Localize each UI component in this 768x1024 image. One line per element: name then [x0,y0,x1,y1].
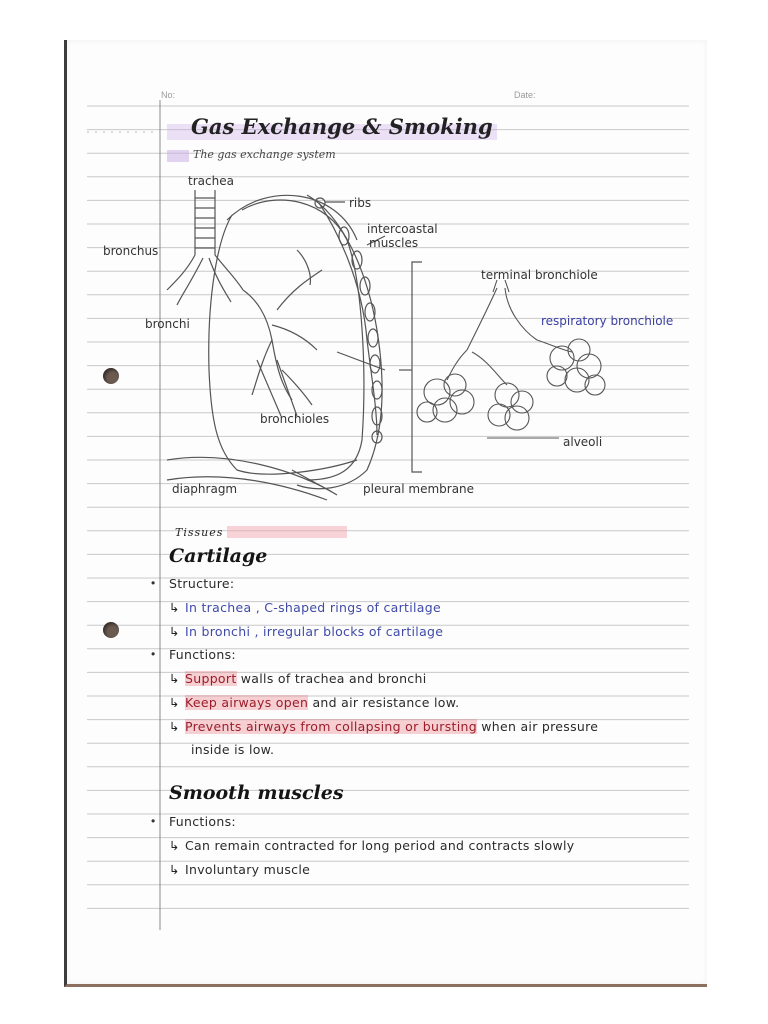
label-pleural-membrane: pleural membrane [363,482,475,496]
arrow-icon: ↳ [169,838,180,853]
arrow-icon: ↳ [169,671,180,686]
page-subtitle: The gas exchange system [193,148,336,161]
label-terminal-bronchiole: terminal bronchiole [481,268,598,282]
binder-hole [103,368,119,384]
cartilage-functions-label: Functions: [169,647,236,662]
arrow-icon: ↳ [169,600,180,615]
label-respiratory-bronchiole: respiratory bronchiole [541,314,674,328]
no-label: No: [161,90,176,100]
alveoli-diagram [417,280,605,438]
notebook-page [64,40,707,987]
heading-smooth-muscles: Smooth muscles [169,782,344,804]
cartilage-function-item: ↳ Keep airways open and air resistance low. [169,695,460,710]
label-bronchioles: bronchioles [260,412,330,426]
cartilage-structure-item: ↳ In trachea , C-shaped rings of cartilage [169,600,441,615]
smooth-muscle-function-item: ↳ Involuntary muscle [169,862,311,877]
cartilage-function-item: ↳ Prevents airways from collapsing or bursting when air pressure [169,719,599,734]
cartilage-structure-item: ↳ In bronchi , irregular blocks of cartilage [169,624,444,639]
bullet: • [151,647,156,661]
date-label: Date: [514,90,536,100]
smooth-muscles-functions-label: Functions: [169,814,236,829]
tissues-label: Tissues [175,526,224,539]
cartilage-structure-label: Structure: [169,576,235,591]
label-ribs: ribs [349,196,372,210]
label-diaphragm: diaphragm [172,482,238,496]
bullet: • [151,576,156,590]
label-trachea: trachea [188,174,234,188]
arrow-icon: ↳ [169,695,180,710]
heading-cartilage: Cartilage [169,545,268,567]
arrow-icon: ↳ [169,624,180,639]
label-bronchi: bronchi [145,317,190,331]
arrow-icon: ↳ [169,719,180,734]
arrow-icon: ↳ [169,862,180,877]
binder-hole [103,622,119,638]
cartilage-function-item: ↳ Support walls of trachea and bronchi [169,671,427,686]
label-alveoli: alveoli [563,435,603,449]
smooth-muscle-function-item: ↳ Can remain contracted for long period and contracts slowly [169,838,575,853]
label-intercostal-1: intercoastal [367,222,438,236]
bullet: • [151,814,156,828]
page-title: Gas Exchange & Smoking [191,114,493,139]
label-bronchus: bronchus [103,244,159,258]
cartilage-function-continuation: inside is low. [191,742,275,757]
label-intercostal-2: muscles [369,236,419,250]
